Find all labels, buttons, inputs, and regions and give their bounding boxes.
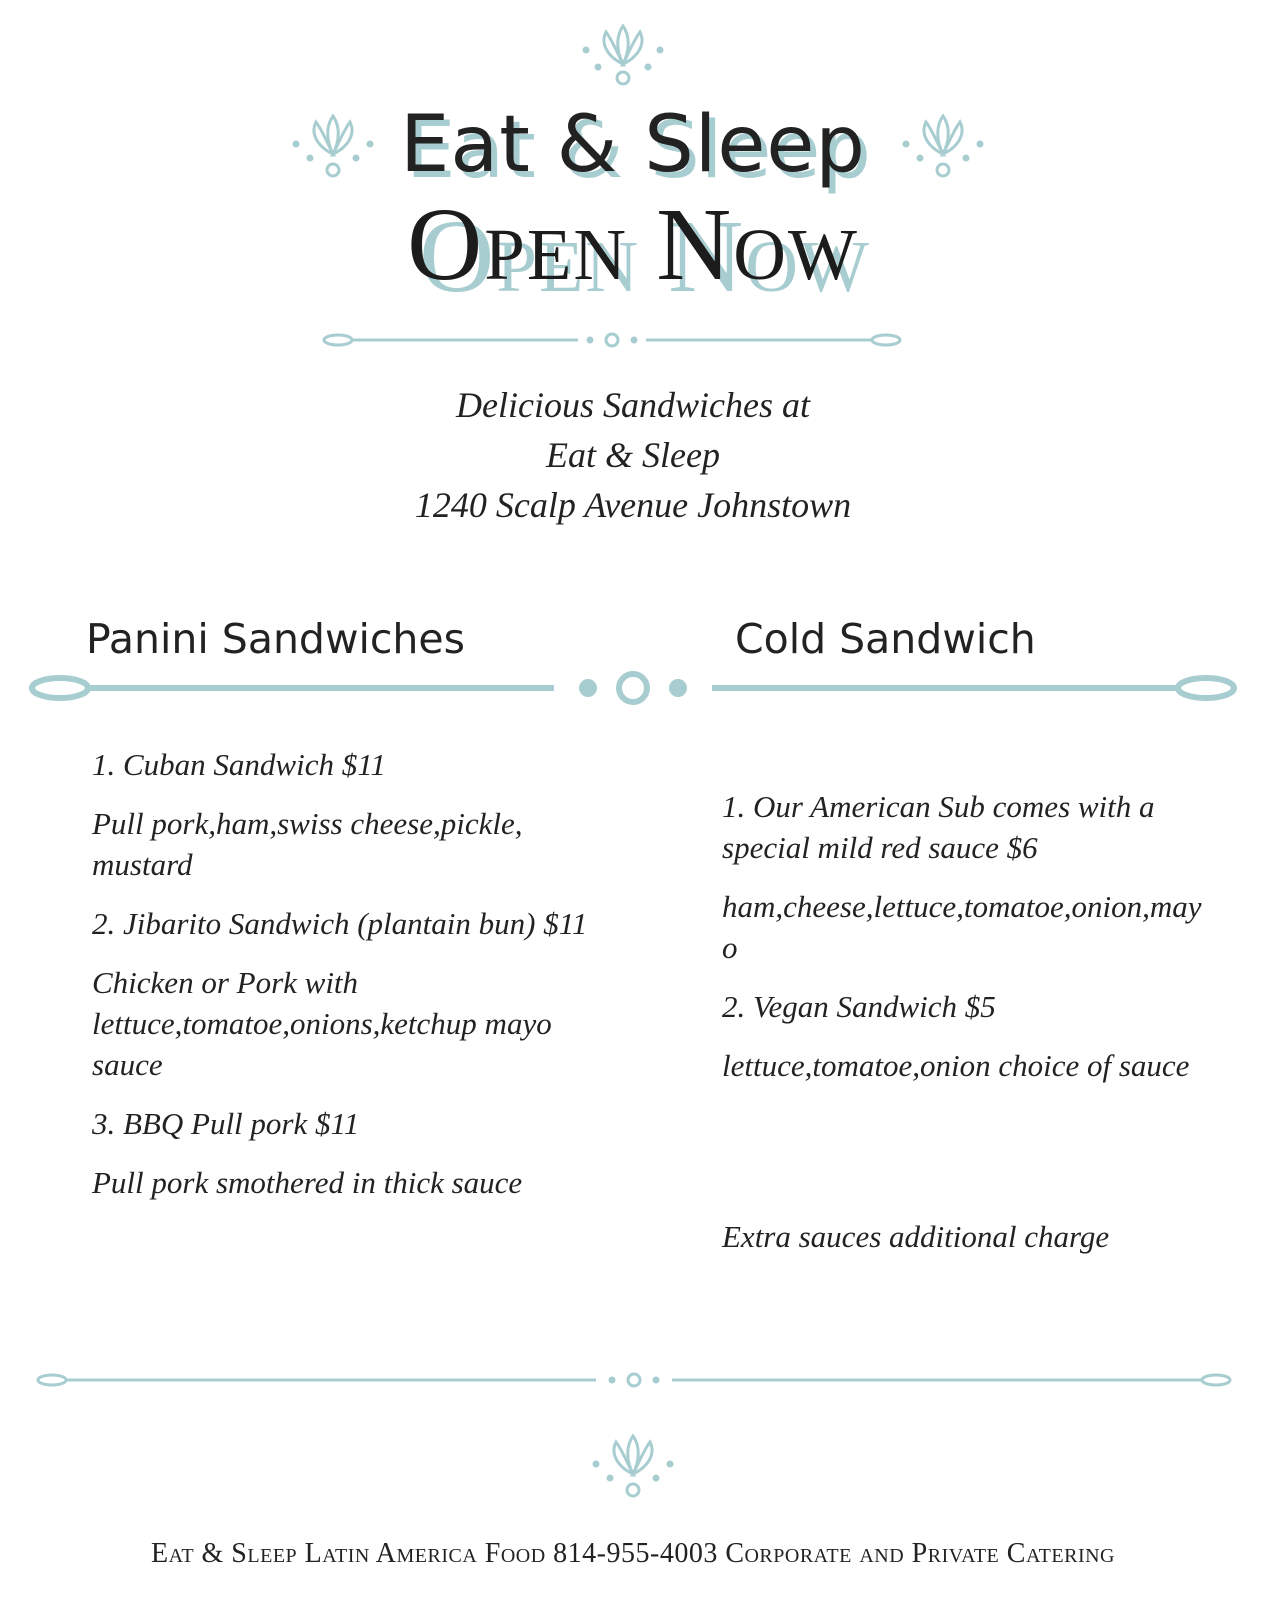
fan-ornament-icon: [588, 1432, 678, 1502]
intro-line: 1240 Scalp Avenue Johnstown: [414, 485, 852, 525]
menu-item-name: 2. Vegan Sandwich $5: [722, 989, 996, 1024]
menu-item-description: lettuce,tomatoe,onion choice of sauce: [722, 1048, 1190, 1083]
menu-item-name: 1. Our American Sub comes with a special mild red sauce $6: [722, 789, 1155, 865]
menu-item-description: ham,cheese,lettuce,tomatoe,onion,mayo: [722, 889, 1202, 965]
fan-ornament-icon: [578, 22, 668, 92]
page-subtitle: Open Now: [407, 187, 859, 302]
divider-ornament-icon: [36, 1368, 1232, 1392]
right-section-heading: Cold Sandwich: [735, 615, 1036, 663]
intro-line: Delicious Sandwiches at: [456, 385, 810, 425]
page-title: Eat & Sleep: [400, 100, 866, 190]
menu-item-name: 3. BBQ Pull pork $11: [92, 1106, 360, 1141]
menu-item-description: Pull pork smothered in thick sauce: [92, 1165, 523, 1200]
divider-ornament-icon: [320, 328, 904, 352]
footer-text: Eat & Sleep Latin America Food 814-955-4003 Corporate and Private Catering: [150, 1538, 1115, 1569]
menu-item-description: Pull pork,ham,swiss cheese,pickle, mustard: [92, 806, 523, 882]
divider-ornament-icon: [28, 666, 1238, 710]
menu-item-description: Chicken or Pork with lettuce,tomatoe,onions,ketchup mayo sauce: [92, 965, 552, 1082]
intro-line: Eat & Sleep: [546, 435, 720, 475]
extra-sauces-note: Extra sauces additional charge: [722, 1219, 1110, 1254]
intro-text: [0, 380, 1266, 530]
right-menu-list: [722, 786, 1212, 1104]
left-section-heading: Panini Sandwiches: [86, 615, 465, 663]
left-menu-list: [92, 744, 592, 1221]
menu-item-name: 1. Cuban Sandwich $11: [92, 747, 386, 782]
menu-item-name: 2. Jibarito Sandwich (plantain bun) $11: [92, 906, 588, 941]
